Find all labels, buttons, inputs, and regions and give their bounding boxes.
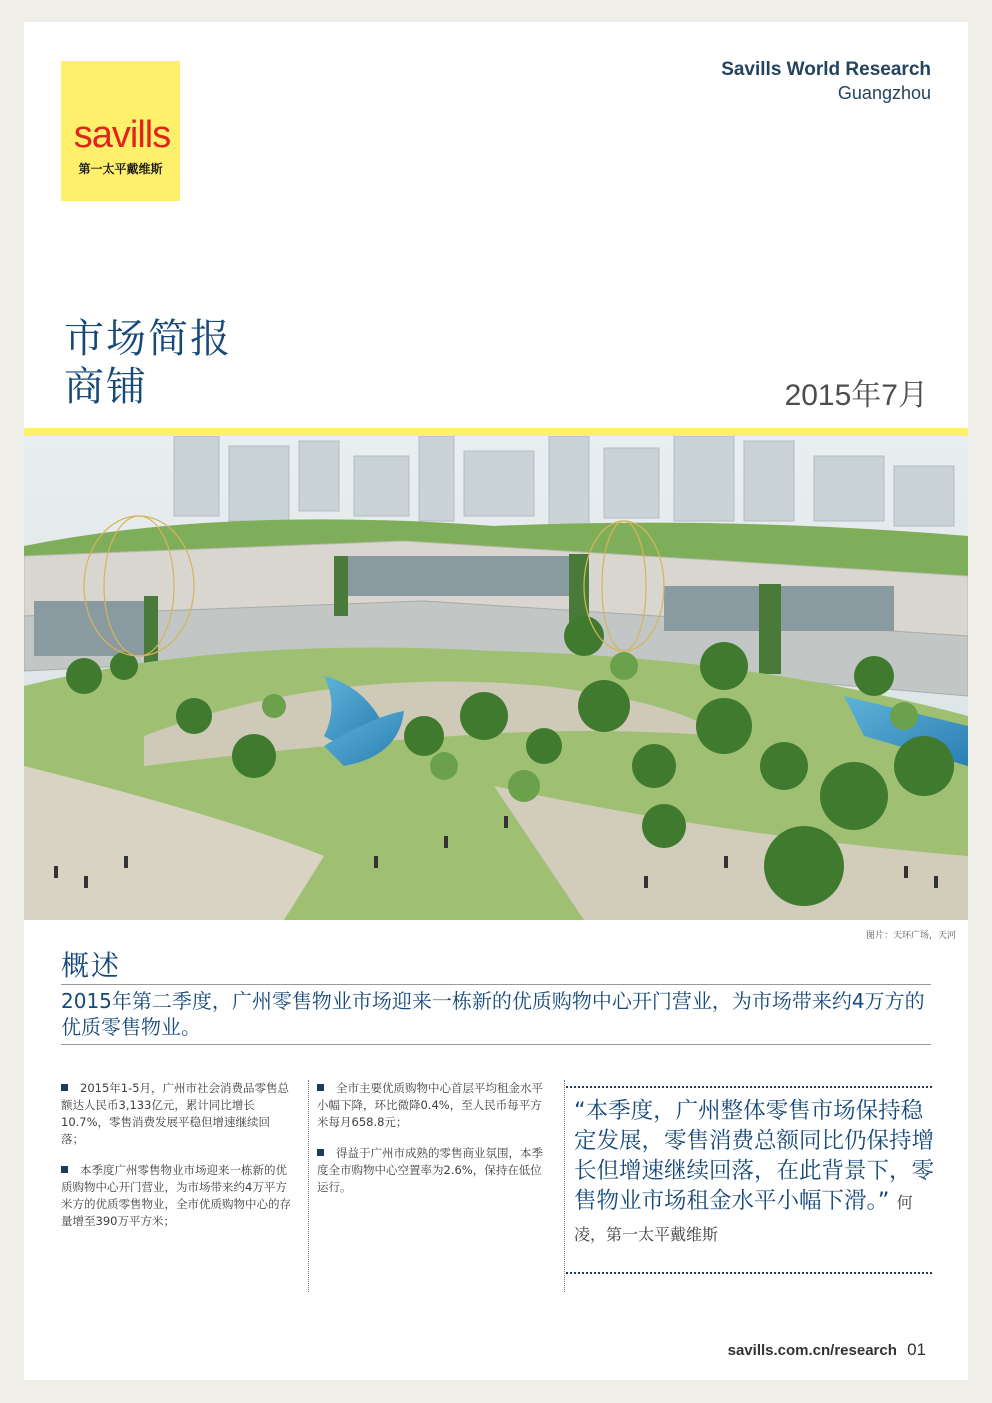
- page-number: 01: [907, 1340, 926, 1359]
- report-subtitle: 商铺: [64, 364, 148, 410]
- report-date: 2015年7月: [784, 379, 928, 412]
- image-caption: 图片：天环广场，天河: [865, 931, 956, 941]
- logo-wordmark: savills: [73, 114, 171, 156]
- logo-chinese-name: 第一太平戴维斯: [78, 162, 163, 176]
- quote-bottom-rule: [566, 1272, 932, 1274]
- bullet-item: [317, 1080, 547, 1131]
- quote-divider: [564, 1080, 565, 1292]
- bullet-text: 全市主要优质购物中心首层平均租金水平小幅下降，环比微降0.4%，至人民币每平方米每月658.8元；: [317, 1081, 543, 1129]
- yellow-divider: [24, 428, 968, 436]
- footer: [728, 1340, 926, 1360]
- bullet-square-icon: [61, 1084, 68, 1091]
- hero-image: [24, 436, 968, 920]
- footer-url[interactable]: savills.com.cn/research: [727, 1342, 897, 1359]
- overview-bottom-rule: [61, 1044, 931, 1045]
- bullet-item: [61, 1162, 291, 1230]
- bullet-square-icon: [317, 1149, 324, 1156]
- column-divider: [308, 1080, 309, 1292]
- bullet-square-icon: [317, 1084, 324, 1091]
- bullet-text: 得益于广州市成熟的零售商业氛围，本季度全市购物中心空置率为2.6%，保持在低位运行。: [317, 1146, 543, 1194]
- bullet-column-2: [317, 1080, 547, 1210]
- bullet-item: [61, 1080, 291, 1148]
- bullet-text: 本季度广州零售物业市场迎来一栋新的优质购物中心开门营业，为市场带来约4万平方米方的优质零售物业，全市优质购物中心的存量增至390万平方米；: [61, 1163, 291, 1228]
- bullet-column-1: [61, 1080, 291, 1244]
- page: [24, 22, 968, 1380]
- bullet-text: 2015年1-5月，广州市社会消费品零售总额达人民币3,133亿元，累计同比增长10.7%，零售消费发展平稳但增速继续回落；: [61, 1081, 290, 1146]
- overview-top-rule: [61, 984, 931, 985]
- bullet-item: [317, 1145, 547, 1196]
- quote-top-rule: [566, 1086, 932, 1088]
- pull-quote: [574, 1096, 936, 1250]
- research-title: Savills World Research: [721, 59, 931, 80]
- quote-text: “本季度，广州整体零售市场保持稳定发展，零售消费总额同比仍保持增长但增速继续回落，在此背景下，零售物业市场租金水平小幅下滑。”: [574, 1098, 935, 1214]
- report-title: 市场简报: [64, 316, 232, 362]
- overview-lede: 2015年第二季度，广州零售物业市场迎来一栋新的优质购物中心开门营业，为市场带来约4万方的优质零售物业。: [61, 989, 925, 1039]
- overview-heading: 概述: [61, 949, 122, 982]
- bullet-square-icon: [61, 1166, 68, 1173]
- quote-author: 何凌，第一太平戴维斯: [574, 1193, 913, 1244]
- savills-logo[interactable]: [61, 61, 180, 201]
- research-city: Guangzhou: [837, 83, 931, 103]
